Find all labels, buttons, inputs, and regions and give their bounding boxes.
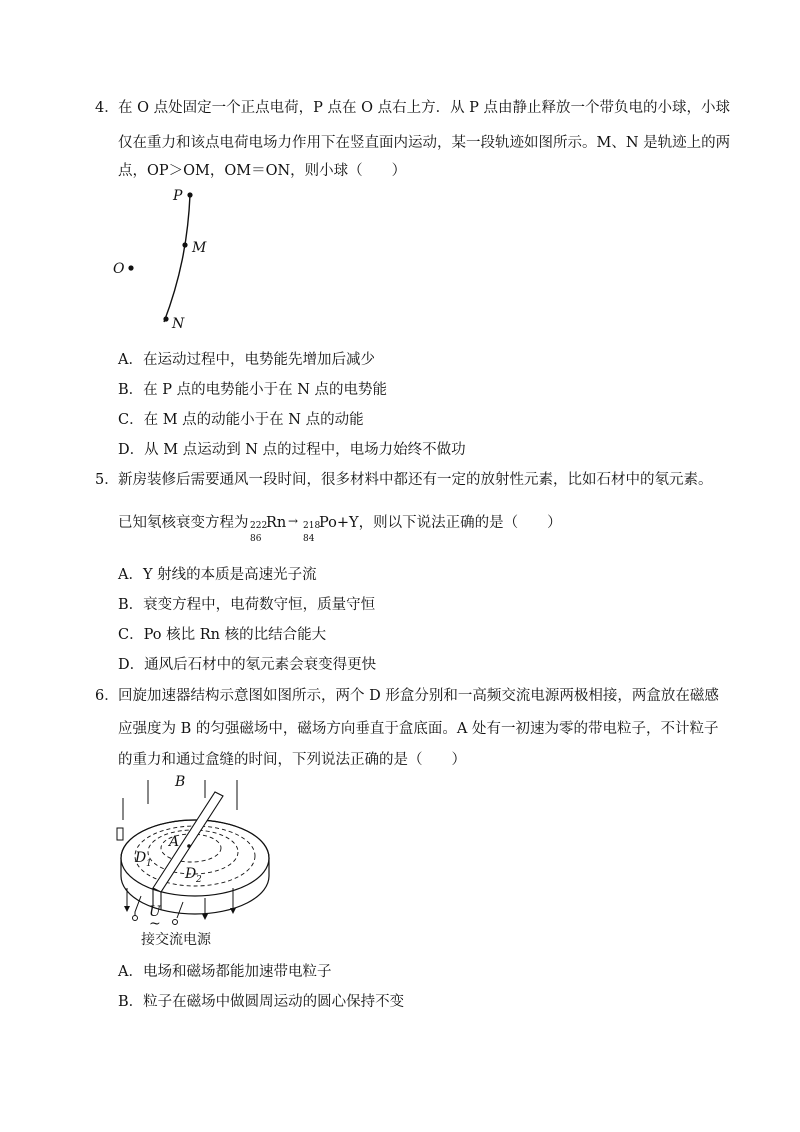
q6-option-a: A．电场和磁场都能加速带电粒子	[118, 964, 332, 980]
decay-arrow: →	[288, 514, 299, 528]
q5-option-b: B．衰变方程中，电荷数守恒，质量守恒	[118, 597, 376, 613]
q6-option-b: B．粒子在磁场中做圆周运动的圆心保持不变	[118, 994, 405, 1010]
q6-stem-line-2: 应强度为 B 的匀强磁场中，磁场方向垂直于盒底面。A 处有一初速为零的带电粒子，不计粒子	[118, 721, 719, 737]
label-d2-sub: 2	[196, 875, 202, 885]
label-d2: D	[185, 866, 197, 882]
q4-option-b: B．在 P 点的电势能小于在 N 点的电势能	[118, 382, 388, 398]
label-d1: D	[135, 850, 147, 866]
rn-mass-number: 222	[250, 521, 268, 531]
terminal-left	[133, 916, 138, 921]
label-n: N	[172, 316, 185, 332]
trajectory-curve	[164, 195, 190, 322]
terminal-right	[173, 920, 178, 925]
q4-stem-line-2: 仅在重力和该点电荷电场力作用下在竖直面内运动，某一段轨迹如图所示。M、N 是轨迹上的两	[118, 135, 731, 151]
q4-option-a: A．在运动过程中，电势能先增加后减少	[118, 352, 375, 368]
q4-option-d: D．从 M 点运动到 N 点的过程中，电场力始终不做功	[118, 442, 466, 458]
rn-symbol: Rn	[266, 515, 287, 531]
q6-stem-line-1: 回旋加速器结构示意图如图所示，两个 D 形盒分别和一高频交流电源两极相接，两盒放在磁感	[118, 688, 719, 704]
q4-stem-line-1: 在 O 点处固定一个正点电荷，P 点在 O 点右上方．从 P 点由静止释放一个带负电的小球，小球	[118, 100, 731, 116]
point-m	[182, 242, 187, 247]
q6-stem-line-3: 的重力和通过盒缝的时间，下列说法正确的是（ ）	[118, 752, 466, 768]
q4-trajectory-figure	[100, 180, 240, 340]
q5-stem-line-1: 新房装修后需要通风一段时间，很多材料中都还有一定的放射性元素，比如石材中的氡元素。	[118, 472, 713, 488]
q4-number: 4．	[95, 100, 119, 116]
label-u: U	[149, 904, 161, 920]
q5-option-d: D．通风后石材中的氡元素会衰变得更快	[118, 657, 377, 673]
point-o	[128, 265, 133, 270]
q4-stem-line-3: 点，OP＞OM，OM＝ON，则小球（ ）	[118, 163, 407, 179]
po-mass-number: 218	[303, 521, 321, 531]
rn-charge-number: 86	[250, 534, 262, 544]
q5-number: 5．	[95, 472, 119, 488]
q5-equation-rest: Po+Y，则以下说法正确的是（ ）	[319, 515, 562, 531]
label-b: B	[175, 774, 186, 790]
point-a	[187, 844, 191, 848]
q6-cyclotron-figure	[105, 770, 280, 950]
left-terminal	[117, 828, 123, 840]
q4-option-c: C．在 M 点的动能小于在 N 点的动能	[118, 412, 364, 428]
q5-option-c: C．Po 核比 Rn 核的比结合能大	[118, 627, 327, 643]
point-p	[187, 192, 192, 197]
label-o: O	[113, 261, 125, 277]
label-d1-sub: 1	[146, 859, 152, 869]
point-n	[163, 316, 168, 321]
label-a: A	[169, 834, 180, 850]
label-p: P	[173, 188, 183, 204]
label-m: M	[192, 240, 207, 256]
q5-equation-prefix: 已知氡核衰变方程为	[118, 515, 249, 531]
figure-caption: 接交流电源	[141, 932, 211, 948]
q6-number: 6．	[95, 688, 119, 704]
q5-option-a: A．Y 射线的本质是高速光子流	[118, 567, 317, 583]
po-charge-number: 84	[303, 534, 315, 544]
tilde-symbol: ~	[149, 916, 161, 932]
